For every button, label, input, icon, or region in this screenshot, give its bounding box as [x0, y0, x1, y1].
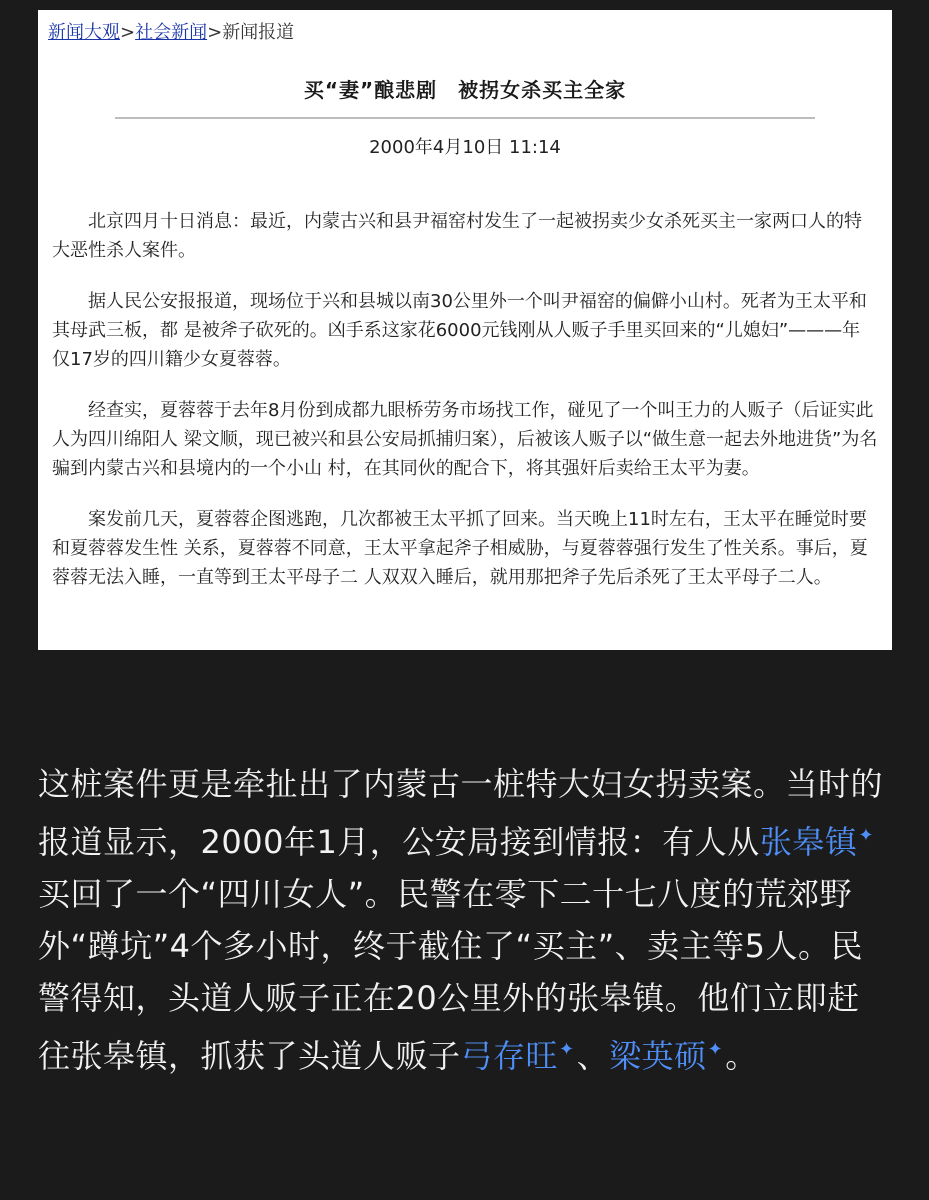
article-body	[48, 207, 878, 592]
breadcrumb-separator: >	[120, 22, 136, 43]
breadcrumb	[48, 20, 882, 46]
commentary-separator: 、	[576, 1037, 610, 1075]
commentary-text	[38, 758, 890, 1082]
breadcrumb-link-news-overview[interactable]: 新闻大观	[48, 22, 120, 43]
article-paragraph: 据人民公安报报道，现场位于兴和县城以南30公里外一个叫尹福窑的偏僻小山村。死者为王太平和其母武三板，都 是被斧子砍死的。凶手系这家花6000元钱刚从人贩子手里买回来的“儿媳妇”———年仅17岁的四川籍少女夏蓉蓉。	[52, 291, 867, 370]
article-title: 买“妻”酿悲剧 被拐女杀买主全家	[303, 78, 627, 102]
link-marker-icon: ✦	[559, 1039, 575, 1060]
entity-link-gong-cunwang[interactable]: 弓存旺	[460, 1037, 559, 1075]
entity-link-zhanggao-town[interactable]: 张皋镇	[759, 823, 858, 861]
breadcrumb-link-social-news[interactable]: 社会新闻	[135, 22, 208, 43]
article-paragraph: 北京四月十日消息：最近，内蒙古兴和县尹福窑村发生了一起被拐卖少女杀死买主一家两口人的特大恶性杀人案件。	[52, 211, 862, 261]
title-divider	[115, 117, 815, 119]
breadcrumb-current: 新闻报道	[222, 22, 295, 43]
commentary-text-end: 。	[725, 1037, 758, 1075]
link-marker-icon: ✦	[858, 825, 874, 846]
commentary-text-part: 这桩案件更是牵扯出了内蒙古一桩特大妇女拐卖案。当时的报道显示，2000年1月，公安局接到情报：有人从	[38, 765, 884, 861]
link-marker-icon: ✦	[707, 1039, 724, 1060]
article-paragraph: 经查实，夏蓉蓉于去年8月份到成都九眼桥劳务市场找工作，碰见了一个叫王力的人贩子（后证实此人为四川绵阳人 梁文顺，现已被兴和县公安局抓捕归案），后被该人贩子以“做生意一起去外地进货”为名骗到内蒙古兴和县境内的一个小山 村，在其同伙的配合下，将其强奸后卖给王太平为妻。	[52, 400, 878, 479]
article-paragraph: 案发前几天，夏蓉蓉企图逃跑，几次都被王太平抓了回来。当天晚上11时左右，王太平在睡觉时要和夏蓉蓉发生性 关系，夏蓉蓉不同意，王太平拿起斧子相威胁，与夏蓉蓉强行发生了性关系。事后，夏蓉蓉无法入睡，一直等到王太平母子二 人双双入睡后，就用那把斧子先后杀死了王太平母子二人。	[52, 509, 868, 588]
commentary-text-part: 买回了一个“四川女人”。民警在零下二十七八度的荒郊野外“蹲坑”4个多小时，终于截住了“买主”、卖主等5人。民警得知，头道人贩子正在20公里外的张皋镇。他们立即赶往张皋镇，抓获了头道人贩子	[38, 875, 864, 1075]
breadcrumb-separator: >	[207, 22, 223, 43]
article-date: 2000年4月10日 11:14	[369, 137, 561, 158]
news-screenshot-panel	[38, 10, 892, 650]
entity-link-liang-yingshuo[interactable]: 梁英硕	[609, 1037, 707, 1075]
